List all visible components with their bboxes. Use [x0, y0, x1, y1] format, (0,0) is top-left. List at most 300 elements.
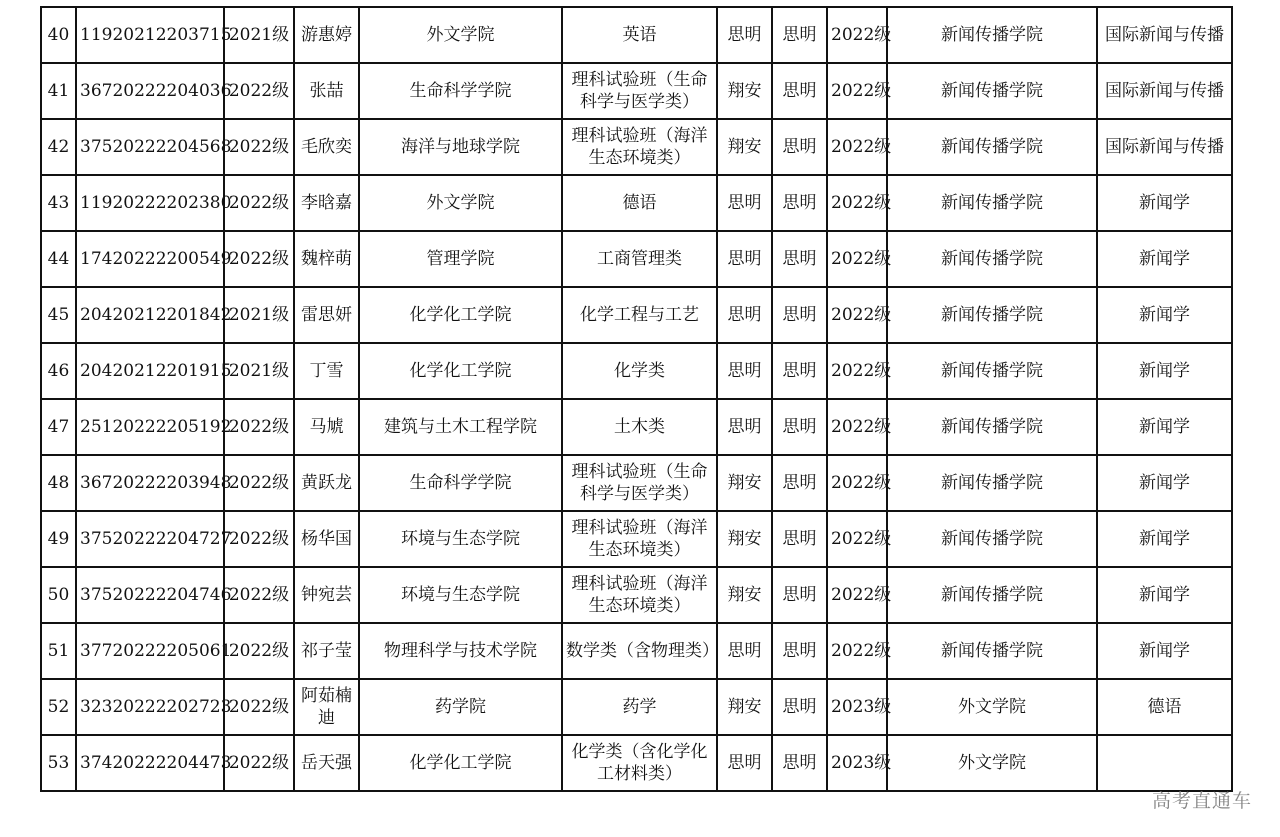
- name-cell: [294, 679, 359, 735]
- grade-cell: [224, 399, 294, 455]
- table-row: [41, 567, 1232, 623]
- new-major-cell: [1097, 455, 1232, 511]
- new-college-cell-text: 新闻传播学院: [941, 25, 1043, 45]
- name-cell: [294, 119, 359, 175]
- campus-from-cell: [717, 623, 772, 679]
- campus-from-cell-text: 思明: [727, 305, 762, 325]
- campus-to-cell: [772, 7, 827, 63]
- campus-to-cell: [772, 623, 827, 679]
- major-cell: [562, 119, 717, 175]
- row-number-cell: [41, 7, 76, 63]
- student-id-cell: [76, 679, 232, 735]
- new-college-cell-text: 新闻传播学院: [941, 585, 1043, 605]
- campus-from-cell: [717, 567, 772, 623]
- campus-from-cell: [717, 511, 772, 567]
- new-grade-cell: [827, 287, 892, 343]
- campus-from-cell-text: 思明: [727, 641, 762, 661]
- new-major-cell-text: 国际新闻与传播: [1105, 25, 1224, 45]
- new-major-cell-text: 新闻学: [1139, 193, 1190, 213]
- student-id-cell-text: 36720222204036: [80, 81, 232, 101]
- college-cell-text: 外文学院: [426, 25, 495, 45]
- campus-to-cell-text: 思明: [782, 25, 817, 45]
- table-row: [41, 7, 1232, 63]
- campus-from-cell: [717, 287, 772, 343]
- college-cell-text: 化学化工学院: [409, 361, 512, 381]
- college-cell-text: 生命科学学院: [409, 81, 512, 101]
- new-grade-cell: [827, 231, 892, 287]
- name-cell-text: 张喆: [309, 81, 344, 101]
- row-number-cell-text: 48: [47, 473, 70, 493]
- campus-from-cell-text: 翔安: [727, 81, 762, 101]
- new-grade-cell-text: 2022级: [831, 417, 892, 437]
- grade-cell: [224, 511, 294, 567]
- name-cell-text: 雷思妍: [301, 305, 352, 325]
- major-cell-text: 理科试验班（海洋生态环境类）: [571, 126, 708, 168]
- name-cell: [294, 175, 359, 231]
- table-row: [41, 455, 1232, 511]
- name-cell: [294, 735, 359, 791]
- grade-cell-text: 2022级: [228, 81, 290, 101]
- row-number-cell-text: 52: [47, 697, 70, 717]
- row-number-cell: [41, 231, 76, 287]
- college-cell-text: 环境与生态学院: [401, 529, 520, 549]
- grade-cell-text: 2021级: [228, 305, 290, 325]
- new-grade-cell-text: 2023级: [831, 753, 892, 773]
- new-major-cell-text: 新闻学: [1139, 361, 1190, 381]
- grade-cell: [224, 455, 294, 511]
- name-cell: [294, 511, 359, 567]
- college-cell-text: 建筑与土木工程学院: [384, 417, 537, 437]
- new-major-cell-text: 新闻学: [1139, 249, 1190, 269]
- major-cell-text: 药学: [622, 697, 657, 717]
- table-row: [41, 231, 1232, 287]
- new-college-cell-text: 新闻传播学院: [941, 193, 1043, 213]
- row-number-cell-text: 50: [47, 585, 70, 605]
- campus-from-cell: [717, 175, 772, 231]
- table-row: [41, 119, 1232, 175]
- new-college-cell: [887, 735, 1097, 791]
- campus-from-cell-text: 思明: [727, 249, 762, 269]
- new-college-cell-text: 新闻传播学院: [941, 529, 1043, 549]
- table-row: [41, 63, 1232, 119]
- grade-cell: [224, 567, 294, 623]
- major-cell-text: 理科试验班（生命科学与医学类）: [571, 462, 708, 504]
- campus-from-cell-text: 思明: [727, 193, 762, 213]
- major-cell: [562, 567, 717, 623]
- major-cell: [562, 63, 717, 119]
- student-id-cell: [76, 287, 232, 343]
- college-cell: [359, 511, 562, 567]
- college-cell-text: 海洋与地球学院: [401, 137, 520, 157]
- row-number-cell: [41, 735, 76, 791]
- table-row: [41, 399, 1232, 455]
- student-id-cell: [76, 455, 232, 511]
- row-number-cell-text: 51: [47, 641, 70, 661]
- name-cell: [294, 7, 359, 63]
- row-number-cell-text: 45: [47, 305, 70, 325]
- name-cell-text: 丁雪: [309, 361, 344, 381]
- campus-from-cell: [717, 7, 772, 63]
- new-college-cell-text: 外文学院: [958, 753, 1026, 773]
- new-major-cell-text: 新闻学: [1139, 417, 1190, 437]
- campus-to-cell: [772, 679, 827, 735]
- new-major-cell: [1097, 175, 1232, 231]
- college-cell-text: 管理学院: [426, 249, 495, 269]
- student-id-cell-text: 25120222205192: [80, 417, 232, 437]
- college-cell-text: 外文学院: [426, 193, 495, 213]
- name-cell-text: 李晗嘉: [301, 193, 352, 213]
- campus-to-cell-text: 思明: [782, 305, 817, 325]
- student-id-cell-text: 37720222205061: [80, 641, 232, 661]
- major-cell: [562, 231, 717, 287]
- new-grade-cell-text: 2022级: [831, 529, 892, 549]
- new-college-cell-text: 新闻传播学院: [941, 473, 1043, 493]
- row-number-cell-text: 49: [47, 529, 70, 549]
- new-major-cell-text: 新闻学: [1139, 473, 1190, 493]
- new-grade-cell: [827, 679, 892, 735]
- name-cell-text: 祁子莹: [301, 641, 352, 661]
- new-major-cell: [1097, 7, 1232, 63]
- college-cell: [359, 455, 562, 511]
- major-cell: [562, 343, 717, 399]
- row-number-cell: [41, 455, 76, 511]
- new-college-cell: [887, 343, 1097, 399]
- name-cell: [294, 399, 359, 455]
- new-grade-cell-text: 2022级: [831, 25, 892, 45]
- new-grade-cell-text: 2022级: [831, 137, 892, 157]
- major-cell: [562, 735, 717, 791]
- student-id-cell-text: 20420212201915: [80, 361, 232, 381]
- grade-cell: [224, 735, 294, 791]
- campus-to-cell: [772, 231, 827, 287]
- name-cell-text: 魏梓萌: [301, 249, 352, 269]
- row-number-cell: [41, 63, 76, 119]
- student-id-cell: [76, 231, 232, 287]
- college-cell: [359, 623, 562, 679]
- row-number-cell-text: 40: [47, 25, 70, 45]
- table-row: [41, 287, 1232, 343]
- student-id-cell-text: 17420222200549: [80, 249, 232, 269]
- grade-cell: [224, 7, 294, 63]
- new-major-cell: [1097, 567, 1232, 623]
- student-id-cell-text: 11920212203715: [80, 25, 232, 45]
- student-id-cell-text: 37520222204746: [80, 585, 232, 605]
- campus-from-cell-text: 翔安: [727, 585, 762, 605]
- student-id-cell-text: 36720222203948: [80, 473, 232, 493]
- college-cell-text: 生命科学学院: [409, 473, 512, 493]
- new-college-cell: [887, 567, 1097, 623]
- name-cell: [294, 623, 359, 679]
- new-college-cell-text: 新闻传播学院: [941, 305, 1043, 325]
- new-major-cell-text: 新闻学: [1139, 585, 1190, 605]
- campus-from-cell-text: 翔安: [727, 473, 762, 493]
- campus-from-cell-text: 翔安: [727, 137, 762, 157]
- college-cell: [359, 287, 562, 343]
- campus-from-cell: [717, 455, 772, 511]
- college-cell-text: 化学化工学院: [409, 305, 512, 325]
- campus-from-cell: [717, 343, 772, 399]
- name-cell-text: 岳天强: [301, 753, 352, 773]
- name-cell: [294, 231, 359, 287]
- new-grade-cell-text: 2023级: [831, 697, 892, 717]
- major-cell-text: 工商管理类: [597, 249, 682, 269]
- row-number-cell: [41, 343, 76, 399]
- student-id-cell: [76, 623, 232, 679]
- college-cell: [359, 343, 562, 399]
- new-college-cell-text: 新闻传播学院: [941, 81, 1043, 101]
- new-grade-cell-text: 2022级: [831, 193, 892, 213]
- name-cell-text: 毛欣奕: [301, 137, 352, 157]
- grade-cell-text: 2022级: [228, 249, 290, 269]
- name-cell-text: 马虓: [309, 417, 344, 437]
- campus-to-cell-text: 思明: [782, 137, 817, 157]
- campus-to-cell-text: 思明: [782, 417, 817, 437]
- college-cell-text: 环境与生态学院: [401, 585, 520, 605]
- campus-from-cell-text: 思明: [727, 361, 762, 381]
- table-body: [41, 7, 1232, 791]
- new-college-cell: [887, 63, 1097, 119]
- campus-to-cell-text: 思明: [782, 81, 817, 101]
- new-college-cell: [887, 399, 1097, 455]
- grade-cell-text: 2021级: [228, 25, 290, 45]
- new-college-cell-text: 外文学院: [958, 697, 1026, 717]
- grade-cell-text: 2022级: [228, 529, 290, 549]
- college-cell-text: 化学化工学院: [409, 753, 512, 773]
- new-grade-cell-text: 2022级: [831, 473, 892, 493]
- new-major-cell-text: 德语: [1147, 697, 1182, 717]
- campus-from-cell: [717, 735, 772, 791]
- new-grade-cell-text: 2022级: [831, 81, 892, 101]
- student-id-cell: [76, 119, 232, 175]
- campus-to-cell: [772, 63, 827, 119]
- student-id-cell: [76, 343, 232, 399]
- new-college-cell-text: 新闻传播学院: [941, 137, 1043, 157]
- campus-to-cell-text: 思明: [782, 585, 817, 605]
- major-cell-text: 德语: [622, 193, 657, 213]
- campus-from-cell-text: 翔安: [727, 529, 762, 549]
- student-id-cell: [76, 567, 232, 623]
- campus-to-cell-text: 思明: [782, 361, 817, 381]
- new-major-cell: [1097, 119, 1232, 175]
- major-cell-text: 理科试验班（生命科学与医学类）: [571, 70, 708, 112]
- name-cell-text: 阿茹楠迪: [301, 686, 352, 728]
- grade-cell-text: 2022级: [228, 137, 290, 157]
- grade-cell-text: 2022级: [228, 641, 290, 661]
- major-cell-text: 化学类: [614, 361, 665, 381]
- new-major-cell-text: 新闻学: [1139, 641, 1190, 661]
- major-cell-text: 英语: [622, 25, 657, 45]
- student-id-cell-text: 11920222202380: [80, 193, 232, 213]
- name-cell: [294, 567, 359, 623]
- campus-to-cell: [772, 343, 827, 399]
- new-grade-cell: [827, 7, 892, 63]
- student-id-cell-text: 37520222204727: [80, 529, 232, 549]
- college-cell: [359, 567, 562, 623]
- campus-from-cell: [717, 63, 772, 119]
- campus-to-cell: [772, 455, 827, 511]
- new-college-cell-text: 新闻传播学院: [941, 249, 1043, 269]
- new-major-cell: [1097, 679, 1232, 735]
- campus-to-cell: [772, 735, 827, 791]
- campus-from-cell: [717, 399, 772, 455]
- name-cell-text: 杨华国: [301, 529, 352, 549]
- new-grade-cell-text: 2022级: [831, 305, 892, 325]
- major-cell: [562, 679, 717, 735]
- new-grade-cell-text: 2022级: [831, 585, 892, 605]
- major-cell: [562, 287, 717, 343]
- row-number-cell: [41, 567, 76, 623]
- student-id-cell: [76, 175, 232, 231]
- new-grade-cell: [827, 455, 892, 511]
- major-cell: [562, 511, 717, 567]
- new-grade-cell: [827, 567, 892, 623]
- grade-cell: [224, 343, 294, 399]
- new-college-cell: [887, 679, 1097, 735]
- major-cell: [562, 623, 717, 679]
- grade-cell: [224, 623, 294, 679]
- new-college-cell-text: 新闻传播学院: [941, 641, 1043, 661]
- table-row: [41, 175, 1232, 231]
- new-grade-cell: [827, 175, 892, 231]
- grade-cell-text: 2022级: [228, 753, 290, 773]
- college-cell: [359, 399, 562, 455]
- new-college-cell: [887, 175, 1097, 231]
- student-id-cell-text: 37520222204568: [80, 137, 232, 157]
- campus-from-cell-text: 思明: [727, 25, 762, 45]
- campus-from-cell: [717, 231, 772, 287]
- student-id-cell: [76, 399, 232, 455]
- new-college-cell: [887, 7, 1097, 63]
- table-row: [41, 511, 1232, 567]
- new-major-cell-text: 新闻学: [1139, 529, 1190, 549]
- new-major-cell: [1097, 623, 1232, 679]
- campus-from-cell-text: 翔安: [727, 697, 762, 717]
- campus-from-cell-text: 思明: [727, 753, 762, 773]
- name-cell-text: 黄跃龙: [301, 473, 352, 493]
- new-major-cell: [1097, 287, 1232, 343]
- new-grade-cell-text: 2022级: [831, 249, 892, 269]
- row-number-cell-text: 44: [47, 249, 70, 269]
- campus-to-cell: [772, 287, 827, 343]
- name-cell: [294, 287, 359, 343]
- campus-to-cell: [772, 511, 827, 567]
- new-college-cell-text: 新闻传播学院: [941, 417, 1043, 437]
- campus-to-cell-text: 思明: [782, 193, 817, 213]
- grade-cell-text: 2022级: [228, 193, 290, 213]
- student-id-cell: [76, 511, 232, 567]
- new-major-cell: [1097, 63, 1232, 119]
- new-major-cell: [1097, 735, 1232, 791]
- campus-to-cell-text: 思明: [782, 753, 817, 773]
- new-grade-cell: [827, 735, 892, 791]
- grade-cell: [224, 119, 294, 175]
- new-college-cell: [887, 623, 1097, 679]
- watermark-text: 高考直通车: [1151, 790, 1252, 812]
- row-number-cell-text: 47: [47, 417, 70, 437]
- college-cell: [359, 175, 562, 231]
- new-college-cell: [887, 511, 1097, 567]
- campus-from-cell: [717, 679, 772, 735]
- major-cell: [562, 455, 717, 511]
- college-cell: [359, 735, 562, 791]
- major-cell-text: 数学类（含物理类）: [566, 641, 719, 661]
- college-cell: [359, 119, 562, 175]
- student-id-cell: [76, 7, 232, 63]
- grade-cell: [224, 175, 294, 231]
- grade-cell-text: 2022级: [228, 585, 290, 605]
- campus-to-cell-text: 思明: [782, 641, 817, 661]
- table-row: [41, 343, 1232, 399]
- major-cell: [562, 399, 717, 455]
- new-major-cell: [1097, 511, 1232, 567]
- new-college-cell: [887, 231, 1097, 287]
- student-id-cell-text: 20420212201842: [80, 305, 232, 325]
- new-college-cell: [887, 455, 1097, 511]
- grade-cell: [224, 287, 294, 343]
- student-id-cell-text: 37420222204473: [80, 753, 232, 773]
- new-major-cell: [1097, 231, 1232, 287]
- row-number-cell-text: 41: [47, 81, 70, 101]
- campus-to-cell-text: 思明: [782, 697, 817, 717]
- college-cell-text: 药学院: [435, 697, 486, 717]
- campus-to-cell-text: 思明: [782, 249, 817, 269]
- row-number-cell: [41, 511, 76, 567]
- major-cell-text: 理科试验班（海洋生态环境类）: [571, 518, 708, 560]
- new-grade-cell: [827, 119, 892, 175]
- grade-cell-text: 2022级: [228, 697, 290, 717]
- major-cell-text: 理科试验班（海洋生态环境类）: [571, 574, 708, 616]
- new-major-cell: [1097, 343, 1232, 399]
- table-row: [41, 679, 1232, 735]
- name-cell: [294, 455, 359, 511]
- grade-cell-text: 2022级: [228, 473, 290, 493]
- row-number-cell-text: 43: [47, 193, 70, 213]
- major-cell-text: 土木类: [614, 417, 665, 437]
- grade-cell: [224, 679, 294, 735]
- new-grade-cell-text: 2022级: [831, 361, 892, 381]
- college-cell: [359, 63, 562, 119]
- campus-to-cell: [772, 175, 827, 231]
- new-major-cell-text: 新闻学: [1139, 305, 1190, 325]
- campus-from-cell-text: 思明: [727, 417, 762, 437]
- new-major-cell-text: 国际新闻与传播: [1105, 81, 1224, 101]
- college-cell: [359, 231, 562, 287]
- major-cell: [562, 175, 717, 231]
- campus-to-cell: [772, 399, 827, 455]
- new-grade-cell: [827, 623, 892, 679]
- grade-cell-text: 2022级: [228, 417, 290, 437]
- campus-to-cell: [772, 119, 827, 175]
- name-cell: [294, 63, 359, 119]
- campus-to-cell: [772, 567, 827, 623]
- student-id-cell: [76, 63, 232, 119]
- row-number-cell-text: 53: [47, 753, 70, 773]
- major-cell-text: 化学类（含化学化工材料类）: [571, 742, 708, 784]
- campus-to-cell-text: 思明: [782, 473, 817, 493]
- row-number-cell: [41, 399, 76, 455]
- new-college-cell-text: 新闻传播学院: [941, 361, 1043, 381]
- row-number-cell: [41, 175, 76, 231]
- student-id-cell-text: 32320222202723: [80, 697, 232, 717]
- new-grade-cell: [827, 343, 892, 399]
- major-cell: [562, 7, 717, 63]
- name-cell-text: 钟宛芸: [301, 585, 352, 605]
- new-grade-cell: [827, 511, 892, 567]
- new-college-cell: [887, 119, 1097, 175]
- name-cell-text: 游惠婷: [301, 25, 352, 45]
- college-cell: [359, 7, 562, 63]
- table-row: [41, 623, 1232, 679]
